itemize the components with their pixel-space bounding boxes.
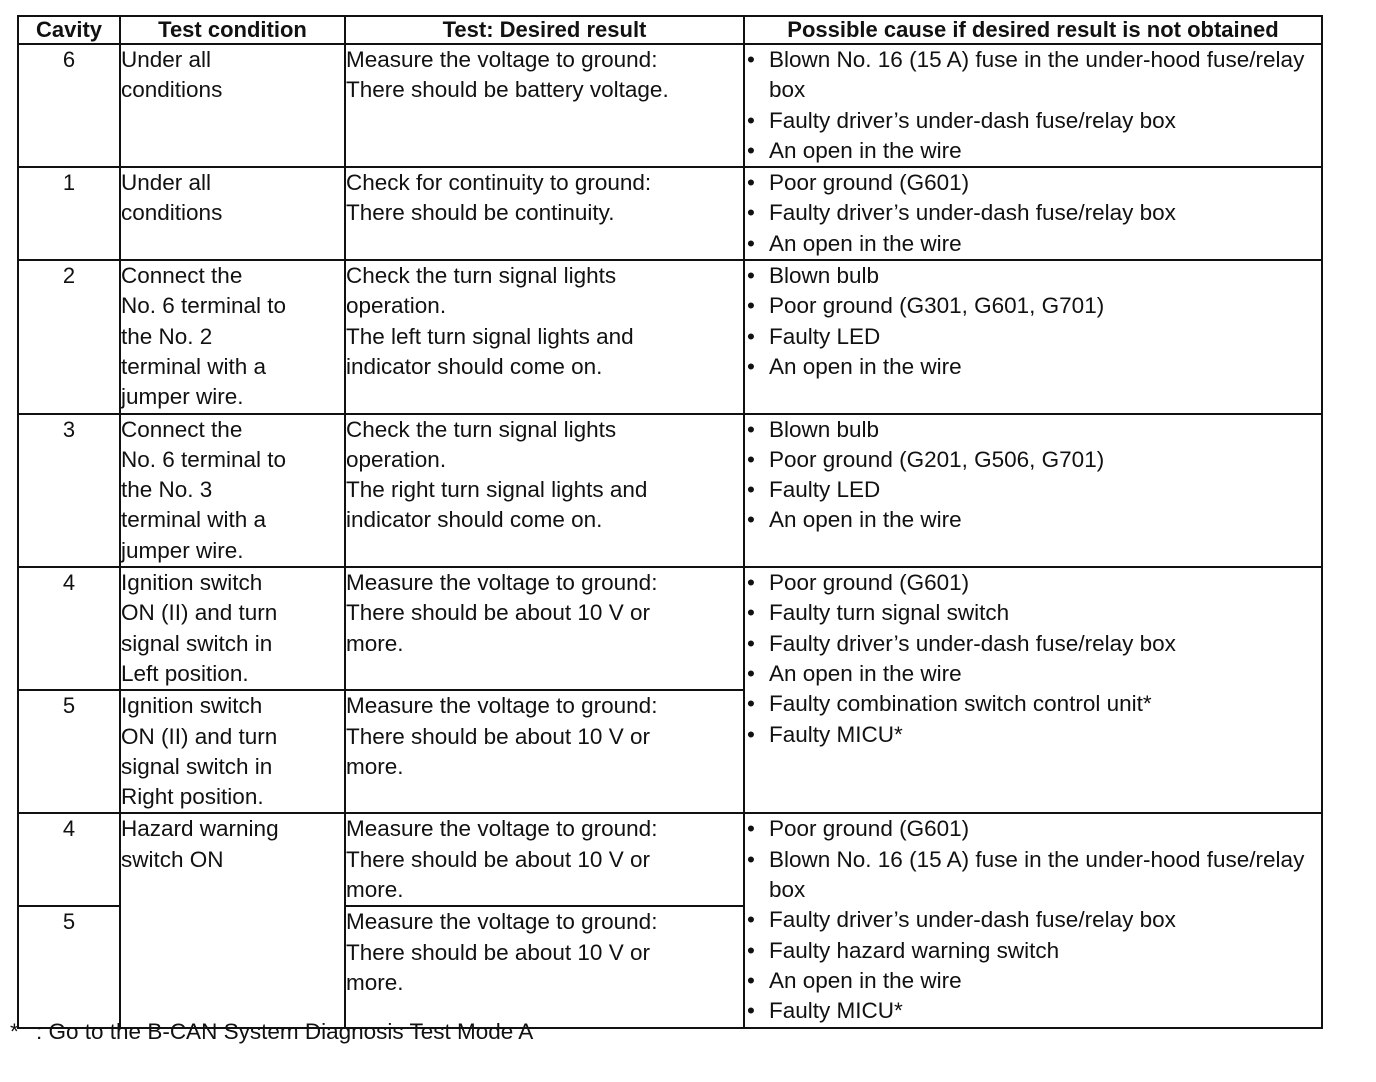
condition-cell: Ignition switch ON (II) and turn signal switch in Left position.: [120, 567, 345, 690]
condition-cell: Hazard warning switch ON: [120, 813, 345, 1027]
cause-cell: [744, 260, 1322, 413]
cavity-cell: 5: [18, 690, 120, 813]
table-row: [18, 414, 1322, 567]
test-cell: Measure the voltage to ground: There should be about 10 V or more.: [345, 813, 744, 906]
list-item: • Poor ground (G601): [745, 814, 1321, 844]
cause-list: [745, 814, 1321, 1026]
cause-cell: [744, 567, 1322, 813]
list-item: • Faulty driver’s under-dash fuse/relay box: [745, 106, 1321, 136]
test-cell: Check the turn signal lights operation. The left turn signal lights and indicator should come on.: [345, 260, 744, 413]
footnote-symbol: *: [10, 1019, 19, 1044]
condition-cell: Under all conditions: [120, 167, 345, 260]
list-item: • An open in the wire: [745, 136, 1321, 166]
test-cell: Measure the voltage to ground: There should be battery voltage.: [345, 44, 744, 167]
list-item: • Faulty driver’s under-dash fuse/relay box: [745, 905, 1321, 935]
table-row: [18, 167, 1322, 260]
condition-cell: Connect the No. 6 terminal to the No. 3 terminal with a jumper wire.: [120, 414, 345, 567]
list-item: • Faulty MICU*: [745, 996, 1321, 1026]
list-item: • Poor ground (G601): [745, 568, 1321, 598]
list-item: • Faulty turn signal switch: [745, 598, 1321, 628]
cause-list: [745, 168, 1321, 259]
list-item: • Faulty driver’s under-dash fuse/relay box: [745, 198, 1321, 228]
list-item: • Poor ground (G601): [745, 168, 1321, 198]
footnote-text: : Go to the B-CAN System Diagnosis Test Mode A: [36, 1019, 534, 1044]
cause-cell: [744, 813, 1322, 1027]
cavity-cell: 3: [18, 414, 120, 567]
test-cell: Measure the voltage to ground: There should be about 10 V or more.: [345, 690, 744, 813]
cavity-cell: 4: [18, 567, 120, 690]
list-item: • Blown bulb: [745, 261, 1321, 291]
list-item: • An open in the wire: [745, 659, 1321, 689]
header-test-result: Test: Desired result: [345, 16, 744, 44]
table-row: [18, 567, 1322, 690]
header-cavity: Cavity: [18, 16, 120, 44]
test-cell: Check the turn signal lights operation. The right turn signal lights and indicator should come on.: [345, 414, 744, 567]
cause-cell: [744, 167, 1322, 260]
condition-cell: Connect the No. 6 terminal to the No. 2 terminal with a jumper wire.: [120, 260, 345, 413]
list-item: • Poor ground (G201, G506, G701): [745, 445, 1321, 475]
test-cell: Measure the voltage to ground: There should be about 10 V or more.: [345, 906, 744, 1027]
footnote: [10, 1017, 533, 1047]
condition-cell: Under all conditions: [120, 44, 345, 167]
list-item: • Blown No. 16 (15 A) fuse in the under-hood fuse/relay box: [745, 45, 1321, 106]
cause-cell: [744, 44, 1322, 167]
list-item: • Faulty LED: [745, 475, 1321, 505]
cavity-cell: 2: [18, 260, 120, 413]
cavity-cell: 5: [18, 906, 120, 1027]
list-item: • Blown bulb: [745, 415, 1321, 445]
list-item: • An open in the wire: [745, 352, 1321, 382]
table-row: [18, 260, 1322, 413]
cause-list: [745, 568, 1321, 750]
cause-list: [745, 415, 1321, 536]
test-cell: Measure the voltage to ground: There should be about 10 V or more.: [345, 567, 744, 690]
diagnosis-table: [17, 15, 1323, 1029]
table-row: [18, 813, 1322, 906]
list-item: • An open in the wire: [745, 505, 1321, 535]
cavity-cell: 4: [18, 813, 120, 906]
header-possible-cause: Possible cause if desired result is not obtained: [744, 16, 1322, 44]
list-item: • An open in the wire: [745, 966, 1321, 996]
list-item: • Faulty MICU*: [745, 720, 1321, 750]
list-item: • Blown No. 16 (15 A) fuse in the under-hood fuse/relay box: [745, 845, 1321, 906]
header-test-condition: Test condition: [120, 16, 345, 44]
cause-list: [745, 261, 1321, 382]
condition-cell: Ignition switch ON (II) and turn signal switch in Right position.: [120, 690, 345, 813]
table-row: [18, 44, 1322, 167]
list-item: • Faulty driver’s under-dash fuse/relay box: [745, 629, 1321, 659]
cause-cell: [744, 414, 1322, 567]
list-item: • Poor ground (G301, G601, G701): [745, 291, 1321, 321]
cavity-cell: 6: [18, 44, 120, 167]
header-row: [18, 16, 1322, 44]
test-cell: Check for continuity to ground: There should be continuity.: [345, 167, 744, 260]
list-item: • An open in the wire: [745, 229, 1321, 259]
list-item: • Faulty hazard warning switch: [745, 936, 1321, 966]
list-item: • Faulty combination switch control unit*: [745, 689, 1321, 719]
list-item: • Faulty LED: [745, 322, 1321, 352]
cavity-cell: 1: [18, 167, 120, 260]
cause-list: [745, 45, 1321, 166]
